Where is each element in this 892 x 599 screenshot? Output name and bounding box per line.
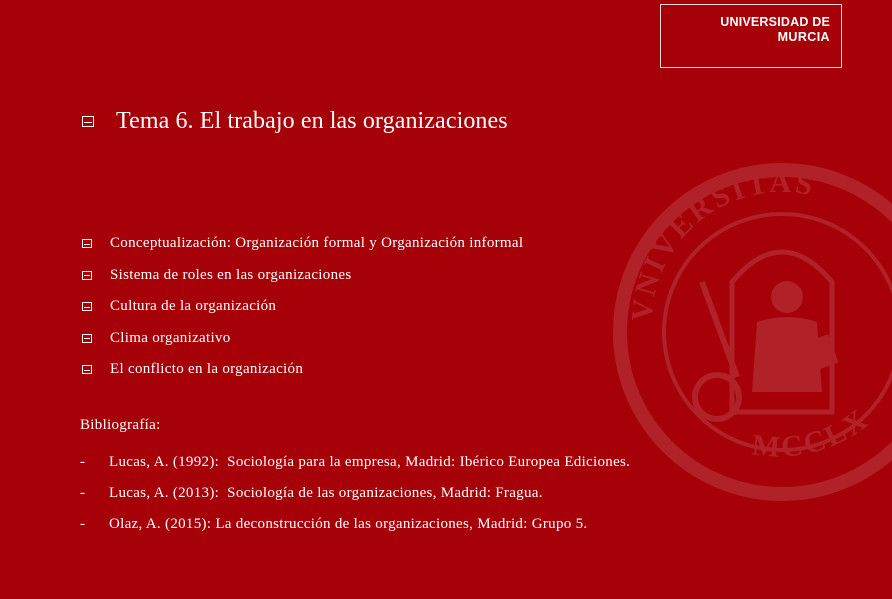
topic-text: El conflicto en la organización (110, 361, 304, 378)
square-bullet-icon (82, 334, 92, 343)
topic-text: Clima organizativo (110, 329, 231, 346)
logo-line-2: MURCIA (777, 30, 830, 44)
dash-marker: - (80, 516, 85, 532)
square-bullet-icon (82, 239, 92, 248)
square-bullet-icon (82, 271, 92, 280)
square-bullet-icon (82, 116, 94, 127)
topic-list (82, 228, 523, 386)
square-bullet-icon (82, 365, 92, 374)
list-item (82, 260, 523, 292)
topic-text: Conceptualización: Organización formal y Organización informal (110, 235, 524, 252)
topic-text: Cultura de la organización (110, 298, 277, 315)
list-item (80, 478, 630, 509)
list-item (82, 228, 523, 260)
list-item (82, 354, 523, 386)
logo-line-1: UNIVERSIDAD DE (720, 15, 830, 29)
dash-marker: - (80, 485, 85, 501)
list-item (82, 291, 523, 323)
title-row (82, 108, 508, 135)
reference-text: Lucas, A. (1992): Sociología para la empresa, Madrid: Ibérico Europea Ediciones. (109, 454, 631, 470)
square-bullet-icon (82, 302, 92, 311)
slide-title: Tema 6. El trabajo en las organizaciones (116, 108, 508, 134)
university-seal-watermark (612, 162, 892, 502)
list-item (80, 509, 630, 540)
bibliography-heading: Bibliografía: (80, 417, 161, 433)
bibliography-list (80, 447, 630, 540)
university-logo (660, 4, 842, 68)
seal-text-top: VNIVERSITAS (625, 165, 818, 323)
list-item (82, 323, 523, 355)
reference-text: Lucas, A. (2013): Sociología de las organizaciones, Madrid: Fragua. (109, 485, 543, 501)
dash-marker: - (80, 454, 85, 470)
topic-text: Sistema de roles en las organizaciones (110, 266, 352, 283)
list-item (80, 447, 630, 478)
seal-text-bottom: MCCLX (750, 401, 876, 465)
reference-text: Olaz, A. (2015): La deconstrucción de las organizaciones, Madrid: Grupo 5. (109, 516, 588, 532)
